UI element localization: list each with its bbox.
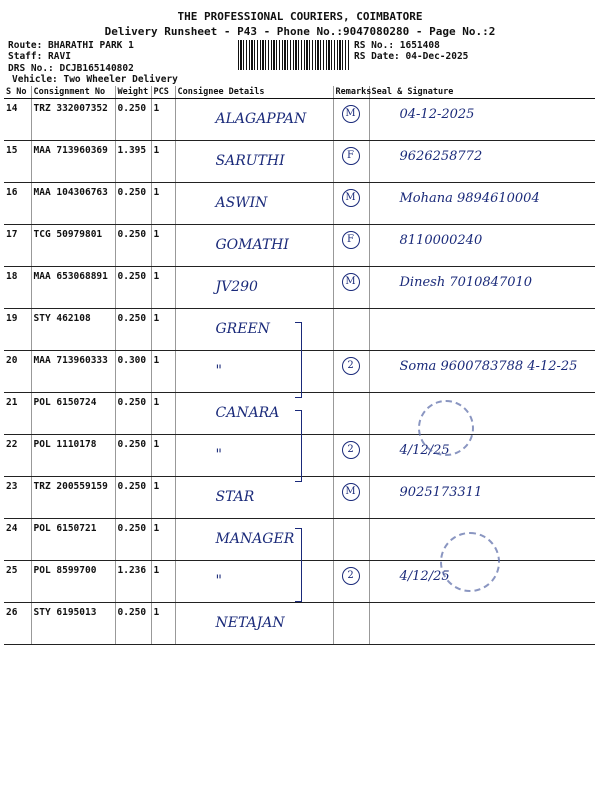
cell-consignee bbox=[175, 309, 333, 351]
col-header-remarks: Remarks bbox=[333, 86, 369, 99]
signature-handwriting: 4/12/25 bbox=[399, 443, 450, 458]
cell-sno: 15 bbox=[4, 141, 31, 183]
cell-weight: 0.250 bbox=[115, 225, 151, 267]
table-row bbox=[4, 99, 595, 141]
cell-sno: 14 bbox=[4, 99, 31, 141]
table-row bbox=[4, 267, 595, 309]
staff-label: Staff: RAVI bbox=[8, 51, 71, 62]
table-header-row bbox=[4, 86, 595, 99]
cell-sign bbox=[369, 477, 595, 519]
col-header-pcs: PCS bbox=[151, 86, 175, 99]
col-header-sno: S No bbox=[4, 86, 31, 99]
cell-remarks bbox=[333, 225, 369, 267]
cell-weight: 0.250 bbox=[115, 435, 151, 477]
cell-sno: 22 bbox=[4, 435, 31, 477]
vehicle-label: Vehicle: Two Wheeler Delivery bbox=[12, 74, 178, 85]
cell-weight: 0.300 bbox=[115, 351, 151, 393]
remark-mark: M bbox=[342, 189, 360, 207]
cell-consignee bbox=[175, 183, 333, 225]
cell-weight: 0.250 bbox=[115, 99, 151, 141]
cell-remarks bbox=[333, 351, 369, 393]
cell-sno: 16 bbox=[4, 183, 31, 225]
cell-consignee bbox=[175, 561, 333, 603]
cell-sign bbox=[369, 183, 595, 225]
cell-sno: 23 bbox=[4, 477, 31, 519]
signature-handwriting: Mohana 9894610004 bbox=[399, 191, 540, 206]
company-stamp bbox=[440, 532, 500, 592]
table-row bbox=[4, 183, 595, 225]
cell-weight: 0.250 bbox=[115, 519, 151, 561]
consignee-handwriting: GREEN bbox=[215, 321, 270, 337]
consignee-handwriting: " bbox=[215, 573, 222, 589]
cell-consignee bbox=[175, 393, 333, 435]
cell-consignee bbox=[175, 225, 333, 267]
consignee-handwriting: JV290 bbox=[215, 279, 258, 295]
consignee-handwriting: SARUTHI bbox=[215, 153, 285, 169]
cell-sign bbox=[369, 603, 595, 645]
rs-date: RS Date: 04-Dec-2025 bbox=[354, 51, 469, 62]
drs-number: DRS No.: DCJB165140802 bbox=[8, 63, 134, 74]
cell-pcs: 1 bbox=[151, 99, 175, 141]
cell-pcs: 1 bbox=[151, 603, 175, 645]
cell-sno: 17 bbox=[4, 225, 31, 267]
cell-sno: 26 bbox=[4, 603, 31, 645]
cell-consignee bbox=[175, 519, 333, 561]
signature-handwriting: 9626258772 bbox=[399, 149, 483, 164]
cell-pcs: 1 bbox=[151, 477, 175, 519]
cell-remarks bbox=[333, 603, 369, 645]
col-header-consignee: Consignee Details bbox=[175, 86, 333, 99]
cell-weight: 1.395 bbox=[115, 141, 151, 183]
cell-consignment: MAA 104306763 bbox=[31, 183, 115, 225]
remark-mark: F bbox=[342, 231, 360, 249]
cell-weight: 0.250 bbox=[115, 603, 151, 645]
cell-sign bbox=[369, 267, 595, 309]
cell-consignment: TCG 50979801 bbox=[31, 225, 115, 267]
route-label: Route: BHARATHI PARK 1 bbox=[8, 40, 134, 51]
table-row bbox=[4, 603, 595, 645]
cell-remarks bbox=[333, 267, 369, 309]
cell-sign bbox=[369, 351, 595, 393]
cell-sno: 24 bbox=[4, 519, 31, 561]
remark-mark: M bbox=[342, 273, 360, 291]
cell-consignment: TRZ 200559159 bbox=[31, 477, 115, 519]
cell-remarks bbox=[333, 183, 369, 225]
remark-mark: 2 bbox=[342, 357, 360, 375]
cell-remarks bbox=[333, 561, 369, 603]
cell-consignment: MAA 653068891 bbox=[31, 267, 115, 309]
cell-consignee bbox=[175, 141, 333, 183]
cell-remarks bbox=[333, 99, 369, 141]
consignee-handwriting: " bbox=[215, 363, 222, 379]
consignee-handwriting: ALAGAPPAN bbox=[215, 111, 307, 127]
table-row bbox=[4, 141, 595, 183]
consignee-handwriting: NETAJAN bbox=[215, 615, 285, 631]
consignee-handwriting: CANARA bbox=[215, 405, 280, 421]
cell-sign bbox=[369, 225, 595, 267]
cell-remarks bbox=[333, 393, 369, 435]
cell-weight: 0.250 bbox=[115, 477, 151, 519]
cell-consignment: TRZ 332007352 bbox=[31, 99, 115, 141]
cell-sign bbox=[369, 309, 595, 351]
cell-sno: 20 bbox=[4, 351, 31, 393]
cell-consignee bbox=[175, 477, 333, 519]
cell-sno: 21 bbox=[4, 393, 31, 435]
cell-consignment: STY 6195013 bbox=[31, 603, 115, 645]
cell-remarks bbox=[333, 309, 369, 351]
consignee-handwriting: ASWIN bbox=[215, 195, 268, 211]
group-bracket bbox=[295, 528, 302, 602]
table-row bbox=[4, 477, 595, 519]
cell-weight: 0.250 bbox=[115, 183, 151, 225]
company-stamp bbox=[418, 400, 474, 456]
company-title: THE PROFESSIONAL COURIERS, COIMBATORE bbox=[177, 10, 423, 23]
remark-mark: M bbox=[342, 105, 360, 123]
col-header-seal: Seal & Signature bbox=[369, 86, 595, 99]
group-bracket bbox=[295, 410, 302, 482]
cell-weight: 1.236 bbox=[115, 561, 151, 603]
cell-pcs: 1 bbox=[151, 183, 175, 225]
rs-number: RS No.: 1651408 bbox=[354, 40, 440, 51]
cell-weight: 0.250 bbox=[115, 309, 151, 351]
signature-handwriting: Soma 9600783788 4-12-25 bbox=[399, 359, 578, 374]
cell-pcs: 1 bbox=[151, 141, 175, 183]
cell-sign bbox=[369, 99, 595, 141]
cell-pcs: 1 bbox=[151, 519, 175, 561]
cell-pcs: 1 bbox=[151, 351, 175, 393]
cell-pcs: 1 bbox=[151, 435, 175, 477]
consignee-handwriting: GOMATHI bbox=[215, 237, 289, 253]
signature-handwriting: 8110000240 bbox=[399, 233, 483, 248]
cell-pcs: 1 bbox=[151, 561, 175, 603]
cell-remarks bbox=[333, 519, 369, 561]
cell-consignment: MAA 713960369 bbox=[31, 141, 115, 183]
remark-mark: F bbox=[342, 147, 360, 165]
cell-sign bbox=[369, 393, 595, 435]
cell-sno: 25 bbox=[4, 561, 31, 603]
consignee-handwriting: " bbox=[215, 447, 222, 463]
col-header-weight: Weight bbox=[115, 86, 151, 99]
cell-consignee bbox=[175, 435, 333, 477]
cell-weight: 0.250 bbox=[115, 267, 151, 309]
cell-remarks bbox=[333, 477, 369, 519]
cell-consignment: POL 6150721 bbox=[31, 519, 115, 561]
cell-sno: 18 bbox=[4, 267, 31, 309]
cell-pcs: 1 bbox=[151, 225, 175, 267]
cell-pcs: 1 bbox=[151, 267, 175, 309]
cell-remarks bbox=[333, 435, 369, 477]
cell-sign bbox=[369, 141, 595, 183]
runsheet-title: Delivery Runsheet - P43 - Phone No.:9047080280 - Page No.:2 bbox=[104, 25, 496, 38]
remark-mark: 2 bbox=[342, 567, 360, 585]
table-row bbox=[4, 225, 595, 267]
signature-handwriting: 9025173311 bbox=[399, 485, 483, 500]
col-header-consignment: Consignment No bbox=[31, 86, 115, 99]
signature-handwriting: 4/12/25 bbox=[399, 569, 450, 584]
cell-weight: 0.250 bbox=[115, 393, 151, 435]
cell-pcs: 1 bbox=[151, 393, 175, 435]
remark-mark: 2 bbox=[342, 441, 360, 459]
cell-consignment: STY 462108 bbox=[31, 309, 115, 351]
signature-handwriting: Dinesh 7010847010 bbox=[399, 275, 533, 290]
cell-consignee bbox=[175, 351, 333, 393]
cell-consignee bbox=[175, 99, 333, 141]
cell-remarks bbox=[333, 141, 369, 183]
consignee-handwriting: MANAGER bbox=[215, 531, 295, 547]
remark-mark: M bbox=[342, 483, 360, 501]
cell-sno: 19 bbox=[4, 309, 31, 351]
cell-consignee bbox=[175, 603, 333, 645]
cell-consignee bbox=[175, 267, 333, 309]
cell-consignment: POL 6150724 bbox=[31, 393, 115, 435]
cell-consignment: POL 8599700 bbox=[31, 561, 115, 603]
cell-pcs: 1 bbox=[151, 309, 175, 351]
group-bracket bbox=[295, 322, 302, 398]
cell-consignment: MAA 713960333 bbox=[31, 351, 115, 393]
cell-sign bbox=[369, 435, 595, 477]
barcode bbox=[238, 40, 350, 70]
cell-consignment: POL 1110178 bbox=[31, 435, 115, 477]
consignee-handwriting: STAR bbox=[215, 489, 255, 505]
signature-handwriting: 04-12-2025 bbox=[399, 107, 475, 122]
